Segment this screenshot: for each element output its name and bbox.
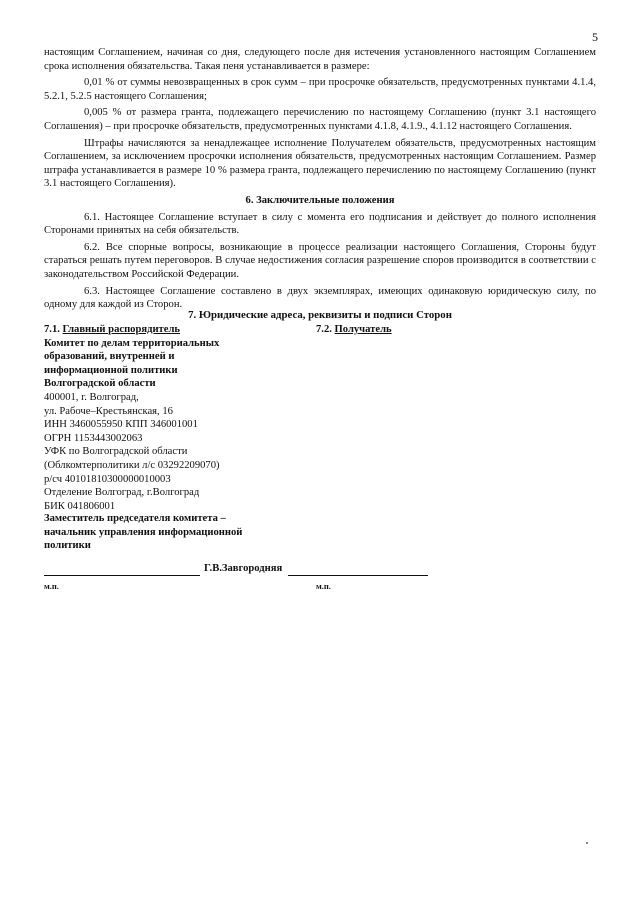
party-recipient xyxy=(316,323,566,337)
signature-line-left xyxy=(44,563,200,576)
org-name-line: образований, внутренней и xyxy=(44,351,175,363)
penalty-paragraphs xyxy=(44,46,596,315)
signer-position xyxy=(44,512,304,553)
stamp-place-right: м.п. xyxy=(316,581,331,591)
party-heading xyxy=(316,323,566,337)
party-number: 7.1. xyxy=(44,324,60,335)
settlement-account: р/сч 40101810300000010003 xyxy=(44,473,171,485)
signature-line-right xyxy=(288,563,428,576)
personal-account: (Облкомтерполитики л/с 03292209070) xyxy=(44,459,220,471)
party-title: Главный распорядитель xyxy=(62,324,181,335)
stamp-place-left: м.п. xyxy=(44,581,59,591)
ufk: УФК по Волгоградской области xyxy=(44,446,188,458)
bik: БИК 041806001 xyxy=(44,500,116,512)
address-line: ул. Рабоче–Крестьянская, 16 xyxy=(44,405,173,417)
section-7-title: 7. Юридические адреса, реквизиты и подписи Сторон xyxy=(188,309,452,321)
scan-speck xyxy=(586,842,588,844)
party-heading xyxy=(44,323,294,337)
org-name-line: Волгоградской области xyxy=(44,378,156,390)
party-title: Получатель xyxy=(334,324,392,335)
paragraph: 0,01 % от суммы невозвращенных в срок сумм – при просрочке обязательств, предусмотренных пунктами 4.1.4, 5.2.1, 5.2.5 настоящего Соглашения; xyxy=(44,77,596,102)
party-number: 7.2. xyxy=(316,324,332,335)
paragraph: Штрафы начисляются за ненадлежащее исполнение Получателем обязательств, предусмотренных настоящим Соглашением, за исключением просрочки исполнения обязательств, предусмотренных настоящим Соглашением. Размер штрафа устанавливается в размере 10 % размера гранта, подлежащего перечислению по настоящему Соглашению (пункт 3.1 настоящего Соглашения). xyxy=(44,137,596,190)
section-6-title: 6. Заключительные положения xyxy=(245,194,395,206)
signer-position-line: политики xyxy=(44,540,91,552)
org-name-line: Комитет по делам территориальных xyxy=(44,337,220,349)
org-name-line: информационной политики xyxy=(44,364,178,376)
paragraph: 0,005 % от размера гранта, подлежащего перечислению по настоящему Соглашению (пункт 3.1 настоящего Соглашения) – при просрочке обязательств, предусмотренных пунктами 4.1.8, 4.1.9., 4.1.12 настоящего Соглашения. xyxy=(44,107,596,132)
party-main-administrator xyxy=(44,323,294,513)
clause-6-2: 6.2. Все спорные вопросы, возникающие в процессе реализации настоящего Соглашения, Стороны будут стараться решать путем переговоров. В случае недостижения согласия разрешение споров производится в соответствии с законодательством Российской Федерации. xyxy=(44,241,596,280)
ogrn: ОГРН 1153443002063 xyxy=(44,432,143,444)
signer-position-line: начальник управления информационной xyxy=(44,526,243,538)
paragraph: настоящим Соглашением, начиная со дня, следующего после дня истечения установленного настоящим Соглашением срока исполнения обязательства. Такая пеня устанавливается в размере: xyxy=(44,47,596,72)
bank-branch: Отделение Волгоград, г.Волгоград xyxy=(44,487,200,499)
clause-6-3: 6.3. Настоящее Соглашение составлено в двух экземплярах, имеющих одинаковую юридическую силу, по одному для каждой из Сторон. xyxy=(44,285,596,311)
signer-position-line: Заместитель председателя комитета – xyxy=(44,513,226,524)
inn-kpp: ИНН 3460055950 КПП 346001001 xyxy=(44,419,198,431)
signer-name: Г.В.Завгородняя xyxy=(204,563,283,574)
clause-6-1: 6.1. Настоящее Соглашение вступает в силу с момента его подписания и действует до полного исполнения Сторонами принятых на себя обязательств. xyxy=(44,211,596,237)
page-number: 5 xyxy=(592,30,598,44)
address-line: 400001, г. Волгоград, xyxy=(44,391,139,403)
